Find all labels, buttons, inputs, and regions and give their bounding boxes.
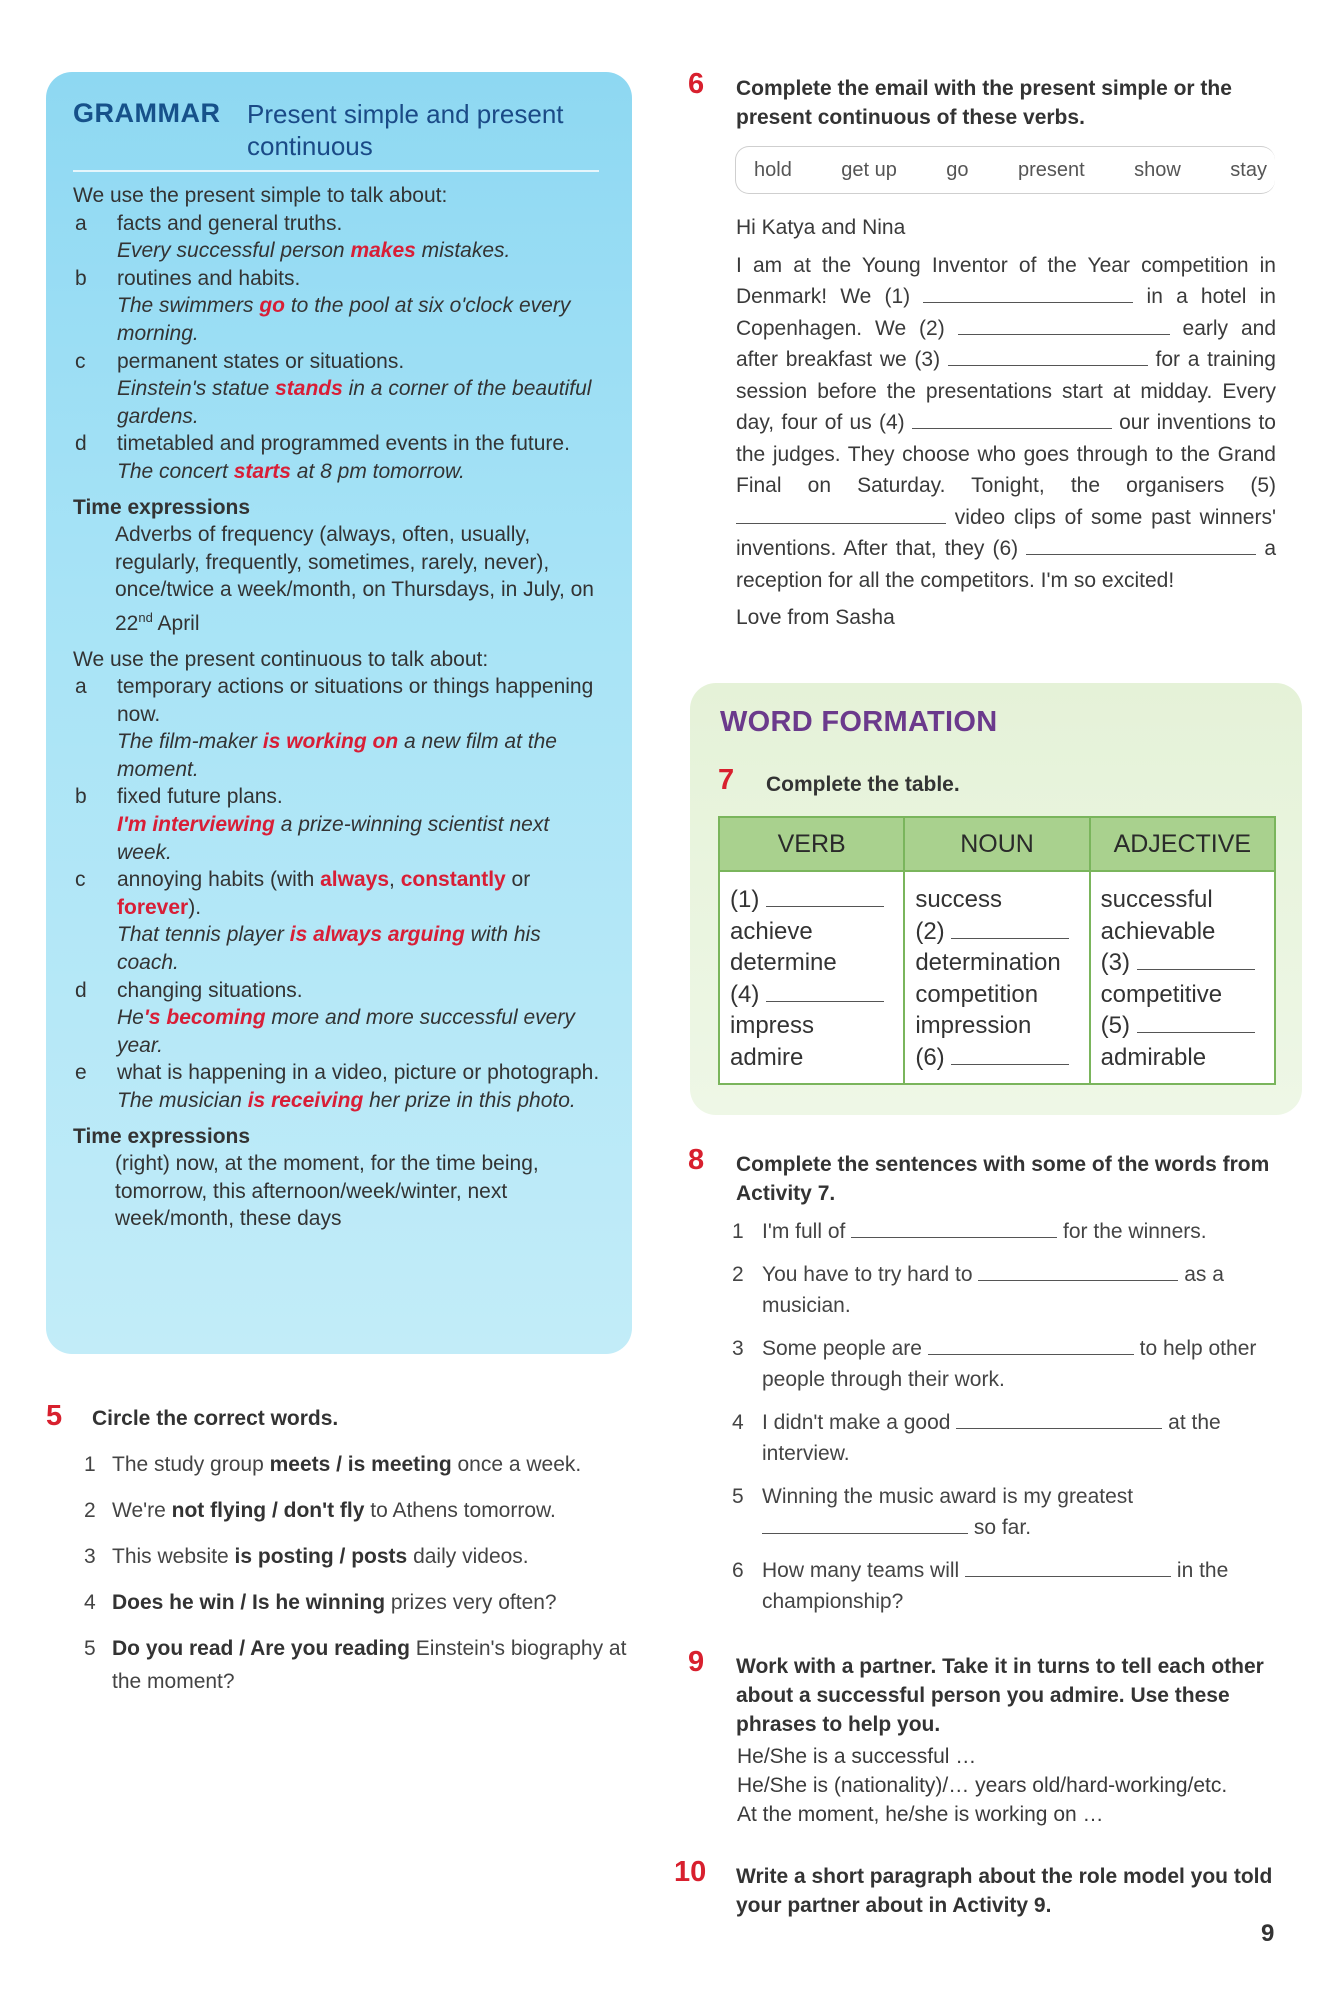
blank-5[interactable] xyxy=(736,505,946,524)
table-blank-4[interactable] xyxy=(766,983,884,1002)
list-item: 4 I didn't make a good at the interview. xyxy=(732,1411,1221,1465)
adjective-column: successful achievable (3) competitive (5) admirable xyxy=(1090,871,1275,1084)
ex8-list xyxy=(732,1216,1292,1629)
blank[interactable] xyxy=(965,1558,1171,1577)
phrase: He/She is (nationality)/… years old/hard-working/etc. xyxy=(737,1774,1228,1797)
ex9-phrases xyxy=(737,1742,1297,1829)
list-item: 2 We're not flying / don't fly to Athens tomorrow. xyxy=(84,1499,556,1522)
ex9-number: 9 xyxy=(688,1646,705,1678)
page-number: 9 xyxy=(1261,1920,1275,1947)
time-expressions-heading: Time expressions xyxy=(73,495,251,519)
phrase: At the moment, he/she is working on … xyxy=(737,1803,1104,1826)
example: The musician is receiving her prize in this photo. xyxy=(117,1089,576,1112)
list-item: 1 I'm full of for the winners. xyxy=(732,1220,1207,1243)
simple-item-d: d timetabled and programmed events in the future. The concert starts at 8 pm tomorrow. xyxy=(73,430,608,485)
word-show: show xyxy=(1134,158,1181,181)
list-item: 4 Does he win / Is he winning prizes very often? xyxy=(84,1591,557,1614)
example: I'm interviewing a prize-winning scientist next week. xyxy=(117,813,550,864)
answer-options[interactable]: is posting / posts xyxy=(234,1545,408,1568)
list-item: 1 The study group meets / is meeting once a week. xyxy=(84,1453,582,1476)
ex6-number: 6 xyxy=(688,68,705,100)
col-header-noun: NOUN xyxy=(904,817,1089,871)
cont-item-d: d changing situations. He's becoming more and more successful every year. xyxy=(73,977,608,1060)
blank-6[interactable] xyxy=(1026,536,1256,555)
example: He's becoming more and more successful every year. xyxy=(117,1006,575,1057)
ex8-heading: Complete the sentences with some of the words from Activity 7. xyxy=(736,1153,1270,1205)
time-expressions-simple: Adverbs of frequency (always, often, usually, regularly, frequently, sometimes, rarely, never), once/twice a week/month, on Thursdays, in July, on 22nd April xyxy=(115,523,594,635)
ex9-heading: Work with a partner. Take it in turns to tell each other about a successful person you admire. Use these phrases to help you. xyxy=(736,1655,1264,1736)
time-expressions-continuous: (right) now, at the moment, for the time being, tomorrow, this afternoon/week/winter, next week/month, these days xyxy=(115,1152,539,1231)
simple-item-a: a facts and general truths. Every successful person makes mistakes. xyxy=(73,210,608,265)
blank-1[interactable] xyxy=(923,284,1133,303)
cont-item-c: c annoying habits (with always, constantly or forever). That tennis player is always arguing with his coach. xyxy=(73,866,608,976)
list-item: 5 Winning the music award is my greatest so far. xyxy=(732,1485,1134,1539)
word-hold: hold xyxy=(754,158,792,181)
table-blank-3[interactable] xyxy=(1137,951,1255,970)
example: Every successful person makes mistakes. xyxy=(117,239,511,263)
time-expressions-heading-2: Time expressions xyxy=(73,1124,251,1148)
word-get-up: get up xyxy=(841,158,897,181)
example: Einstein's statue stands in a corner of the beautiful gardens. xyxy=(117,377,592,428)
simple-item-b: b routines and habits. The swimmers go to the pool at six o'clock every morning. xyxy=(73,265,608,348)
list-item: 3 This website is posting / posts daily videos. xyxy=(84,1545,529,1568)
list-item: 2 You have to try hard to as a musician. xyxy=(732,1263,1224,1317)
example: That tennis player is always arguing with his coach. xyxy=(117,923,541,975)
word-stay: stay xyxy=(1230,158,1267,181)
blank[interactable] xyxy=(956,1410,1162,1429)
table-blank-1[interactable] xyxy=(766,888,884,907)
email-text xyxy=(736,212,1276,634)
noun-column: success (2) determination competition impression (6) xyxy=(904,871,1089,1084)
list-item: 3 Some people are to help other people through their work. xyxy=(732,1337,1257,1391)
phrase: He/She is a successful … xyxy=(737,1745,977,1768)
ex7-heading: Complete the table. xyxy=(766,773,960,796)
blank[interactable] xyxy=(928,1336,1134,1355)
table-blank-2[interactable] xyxy=(951,920,1069,939)
cont-item-a: a temporary actions or situations or things happening now. The film-maker is working on a new film at the moment. xyxy=(73,673,608,783)
ex8-number: 8 xyxy=(688,1144,705,1176)
col-header-adjective: ADJECTIVE xyxy=(1090,817,1275,871)
list-item: 6 How many teams will in the championship? xyxy=(732,1559,1229,1613)
answer-options[interactable]: Does he win / Is he winning xyxy=(112,1591,386,1614)
email-signoff: Love from Sasha xyxy=(736,606,895,629)
word-formation-title: WORD FORMATION xyxy=(720,706,998,738)
ex10-heading: Write a short paragraph about the role model you told your partner about in Activity 9. xyxy=(736,1865,1273,1917)
ex5-heading: Circle the correct words. xyxy=(92,1407,339,1430)
blank-3[interactable] xyxy=(948,347,1148,366)
ex5-number: 5 xyxy=(46,1400,63,1432)
col-header-verb: VERB xyxy=(719,817,904,871)
list-item: 5 Do you read / Are you reading Einstein's biography at the moment? xyxy=(84,1637,627,1693)
ex5-list xyxy=(84,1448,644,1711)
email-body: I am at the Young Inventor of the Year competition in Denmark! We (1) in a hotel in Copenhagen. We (2) early and after breakfast we (3) for a training session before the presentations start at midday. Every day, four of us (4) our inventions to the judges. They choose who goes through to the Grand Final on Saturday. Tonight, the organisers (5) video clips of some past winners' inventions. After that, they (6) a reception for all the competitors. I'm so excited! xyxy=(736,253,1276,592)
blank[interactable] xyxy=(762,1515,968,1534)
ex6-heading: Complete the email with the present simple or the present continuous of these verbs. xyxy=(736,77,1232,129)
grammar-body xyxy=(73,182,608,1233)
grammar-divider xyxy=(73,170,599,172)
cont-item-e: e what is happening in a video, picture or photograph. The musician is receiving her prize in this photo. xyxy=(73,1059,608,1114)
verb-column: (1) achieve determine (4) impress admire xyxy=(719,871,904,1084)
blank[interactable] xyxy=(978,1262,1178,1281)
example: The concert starts at 8 pm tomorrow. xyxy=(117,459,465,483)
simple-intro: We use the present simple to talk about: xyxy=(73,184,448,207)
example: The swimmers go to the pool at six o'clock every morning. xyxy=(117,294,571,345)
table-blank-5[interactable] xyxy=(1137,1014,1255,1033)
blank[interactable] xyxy=(851,1219,1057,1238)
word-box xyxy=(735,146,1275,194)
word-formation-table xyxy=(718,816,1276,1085)
answer-options[interactable]: Do you read / Are you reading xyxy=(112,1637,410,1660)
example: The film-maker is working on a new film at the moment. xyxy=(117,730,557,781)
blank-4[interactable] xyxy=(912,410,1112,429)
simple-item-c: c permanent states or situations. Einstein's statue stands in a corner of the beautiful gardens. xyxy=(73,348,608,431)
grammar-title: Present simple and present continuous xyxy=(247,99,564,161)
blank-2[interactable] xyxy=(958,316,1170,335)
ex10-number: 10 xyxy=(674,1856,707,1888)
table-blank-6[interactable] xyxy=(951,1046,1069,1065)
continuous-intro: We use the present continuous to talk about: xyxy=(73,647,489,671)
email-greeting: Hi Katya and Nina xyxy=(736,216,906,239)
cont-item-b: b fixed future plans. I'm interviewing a prize-winning scientist next week. xyxy=(73,783,608,866)
answer-options[interactable]: meets / is meeting xyxy=(269,1453,452,1476)
word-go: go xyxy=(946,158,969,181)
grammar-label: GRAMMAR xyxy=(73,98,221,128)
answer-options[interactable]: not flying / don't fly xyxy=(171,1499,365,1522)
word-present: present xyxy=(1017,158,1085,181)
ex7-number: 7 xyxy=(718,764,735,796)
